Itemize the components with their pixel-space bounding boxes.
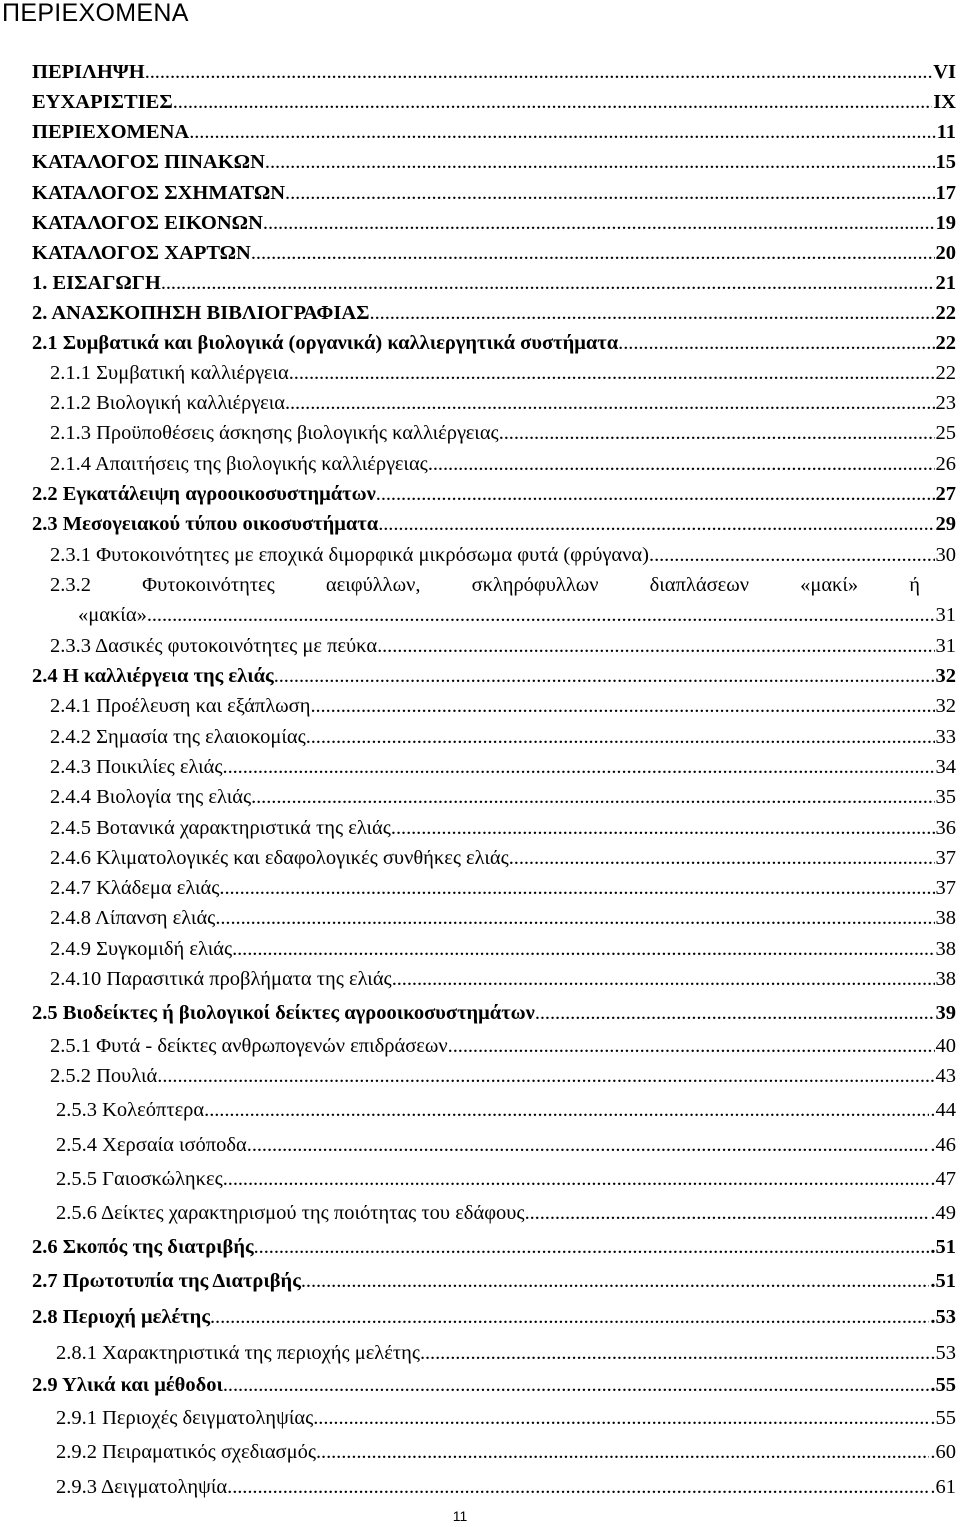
toc-entry-page: .47 [930, 1168, 956, 1190]
toc-entry-title: 2.4.7 Κλάδεμα ελιάς [50, 877, 220, 899]
toc-entry[interactable] [32, 181, 956, 205]
toc-entry-title: 2.1.2 Βιολογική καλλιέργεια [50, 392, 285, 414]
toc-entry-title: 2.1.1 Συμβατική καλλιέργεια [50, 362, 289, 384]
toc-entry[interactable] [50, 876, 956, 900]
toc-entry[interactable] [32, 1373, 956, 1397]
toc-entry[interactable] [50, 361, 956, 385]
toc-dot-leader [285, 391, 935, 415]
toc-entry-page: 38 [935, 907, 956, 929]
toc-entry-page: .53 [930, 1342, 956, 1364]
toc-entry[interactable] [32, 60, 956, 84]
toc-entry-title: 2.9 Υλικά και μέθοδοι [32, 1374, 223, 1396]
toc-entry-page: .44 [930, 1099, 956, 1121]
toc-entry-page: 35 [935, 786, 956, 808]
toc-entry[interactable] [50, 1034, 956, 1058]
toc-entry[interactable] [56, 1475, 956, 1499]
toc-entry-page: 25 [935, 422, 956, 444]
toc-entry-page: 40 [935, 1035, 956, 1057]
toc-dot-leader [247, 1133, 930, 1157]
toc-entry-title: ΠΕΡΙΛΗΨΗ [32, 61, 145, 83]
toc-entry-page: .55 [930, 1374, 956, 1396]
toc-entry[interactable] [50, 755, 956, 779]
toc-entry[interactable] [32, 211, 956, 235]
toc-dot-leader [204, 1098, 929, 1122]
toc-dot-leader [618, 331, 934, 355]
toc-entry-title: 2.5.3 Κολεόπτερα [56, 1099, 205, 1121]
toc-entry-title: 2.3.1 Φυτοκοινότητες με εποχικά διμορφικά μικρόσωμα φυτά (φρύγανα) [50, 544, 650, 566]
toc-entry-title: 2.4.1 Προέλευση και εξάπλωση [50, 695, 311, 717]
toc-dot-leader [525, 1201, 930, 1225]
toc-dot-leader [223, 1167, 930, 1191]
toc-entry-title: 2.4.5 Βοτανικά χαρακτηριστικά της ελιάς [50, 817, 391, 839]
toc-entry[interactable] [50, 906, 956, 930]
toc-dot-leader [145, 60, 933, 84]
toc-entry-word: διαπλάσεων [649, 574, 749, 596]
toc-entry-word: Φυτοκοινότητες [142, 574, 275, 596]
toc-entry-word: σκληρόφυλλων [471, 574, 599, 596]
toc-entry-title: 2.1.3 Προϋποθέσεις άσκησης βιολογικής καλλιέργειας [50, 422, 499, 444]
toc-entry-title: 2.8 Περιοχή μελέτης [32, 1306, 210, 1328]
toc-entry-page: 17 [935, 182, 956, 204]
toc-entry-title: 2.7 Πρωτοτυπία της Διατριβής [32, 1270, 301, 1292]
toc-dot-leader [316, 1440, 929, 1464]
toc-entry-title: 2.5.2 Πουλιά [50, 1065, 158, 1087]
toc-dot-leader [232, 937, 934, 961]
toc-entry-title: 2.2 Εγκατάλειψη αγροοικοσυστημάτων [32, 483, 376, 505]
toc-dot-leader [376, 482, 935, 506]
toc-entry-page: 38 [935, 968, 956, 990]
toc-entry[interactable] [50, 694, 956, 718]
toc-entry-page: 22 [935, 302, 956, 324]
toc-entry[interactable] [78, 603, 956, 627]
toc-entry-title: 2.4.3 Ποικιλίες ελιάς [50, 756, 223, 778]
toc-entry-title: 2.1 Συμβατικά και βιολογικά (οργανικά) καλλιεργητικά συστήματα [32, 332, 619, 354]
toc-entry-page: 15 [935, 151, 956, 173]
toc-entry[interactable] [32, 512, 956, 536]
toc-entry[interactable] [32, 150, 956, 174]
toc-entry-page: 26 [935, 453, 956, 475]
toc-dot-leader [499, 421, 935, 445]
toc-entry-page: 11 [936, 121, 956, 143]
toc-dot-leader [210, 1305, 929, 1329]
toc-entry[interactable] [50, 634, 956, 658]
toc-entry-title: 2.5.4 Χερσαία ισόποδα [56, 1134, 247, 1156]
toc-entry-page: 33 [935, 726, 956, 748]
toc-entry-page: 29 [935, 513, 956, 535]
toc-dot-leader [310, 694, 934, 718]
toc-entry[interactable] [56, 1406, 956, 1430]
toc-entry-page: 21 [935, 272, 956, 294]
toc-dot-leader [392, 967, 935, 991]
toc-entry[interactable] [50, 421, 956, 445]
toc-entry[interactable] [56, 1201, 956, 1225]
toc-entry-word: αειφύλλων, [325, 574, 421, 596]
toc-entry[interactable] [32, 271, 956, 295]
toc-entry-title: 2.5.1 Φυτά - δείκτες ανθρωπογενών επιδράσεων [50, 1035, 448, 1057]
toc-entry-page: 36 [935, 817, 956, 839]
toc-dot-leader [227, 1475, 929, 1499]
toc-entry[interactable] [50, 937, 956, 961]
toc-entry-page: 38 [935, 938, 956, 960]
toc-entry-title: 2. ΑΝΑΣΚΟΠΗΣΗ ΒΙΒΛΙΟΓΡΑΦΙΑΣ [32, 302, 370, 324]
toc-entry-page: 20 [935, 242, 956, 264]
toc-entry-title: «μακία» [78, 604, 147, 626]
toc-entry-word: «μακί» [800, 574, 859, 596]
toc-entry-page: 39 [935, 1002, 956, 1024]
toc-entry-page: 31 [935, 604, 956, 626]
toc-dot-leader [306, 725, 935, 749]
toc-entry-title: 2.9.2 Πειραματικός σχεδιασμός [56, 1441, 316, 1463]
toc-entry[interactable] [32, 482, 956, 506]
toc-dot-leader [263, 211, 935, 235]
toc-dot-leader [254, 1235, 930, 1259]
toc-dot-leader [370, 301, 935, 325]
toc-entry[interactable] [32, 120, 956, 144]
toc-entry-title: ΠΕΡΙΕΧΟΜΕΝΑ [32, 121, 190, 143]
toc-entry[interactable] [32, 1305, 956, 1329]
toc-entry-title: 2.5 Βιοδείκτες ή βιολογικοί δείκτες αγροοικοσυστημάτων [32, 1002, 535, 1024]
toc-entry-page: IX [933, 91, 956, 113]
toc-entry[interactable] [32, 1235, 956, 1259]
toc-entry-title: ΕΥΧΑΡΙΣΤΙΕΣ [32, 91, 173, 113]
toc-dot-leader [289, 361, 935, 385]
toc-entry-word: 2.3.2 [50, 574, 91, 596]
toc-entry-title: 2.9.1 Περιοχές δειγματοληψίας [56, 1407, 314, 1429]
page-title: ΠΕΡΙΕΧΟΜΕΝΑ [2, 0, 189, 27]
toc-dot-leader [274, 664, 935, 688]
toc-entry-page: 37 [935, 847, 956, 869]
toc-entry-title: 2.8.1 Χαρακτηριστικά της περιοχής μελέτης [56, 1342, 420, 1364]
toc-entry-title: 2.4.6 Κλιματολογικές και εδαφολογικές συνθήκες ελιάς [50, 847, 509, 869]
toc-entry-title: ΚΑΤΑΛΟΓΟΣ ΠΙΝΑΚΩΝ [32, 151, 265, 173]
toc-dot-leader [535, 1001, 935, 1025]
toc-dot-leader [189, 120, 935, 144]
toc-entry[interactable] [50, 846, 956, 870]
toc-dot-leader [301, 1269, 930, 1293]
toc-entry[interactable] [32, 301, 956, 325]
toc-entry-page: VI [933, 61, 956, 83]
toc-entry-page: 43 [935, 1065, 956, 1087]
toc-entry[interactable] [50, 391, 956, 415]
toc-entry-title: 2.3 Μεσογειακού τύπου οικοσυστήματα [32, 513, 379, 535]
toc-entry-page: .49 [930, 1202, 956, 1224]
toc-entry[interactable] [50, 725, 956, 749]
toc-entry-page: 19 [935, 212, 956, 234]
toc-dot-leader [215, 906, 934, 930]
toc-entry-title: 2.4.2 Σημασία της ελαιοκομίας [50, 726, 306, 748]
toc-entry-page: .51 [930, 1236, 956, 1258]
toc-entry-page: .61 [930, 1476, 956, 1498]
toc-entry[interactable] [50, 816, 956, 840]
toc-entry-page: 32 [935, 695, 956, 717]
toc-dot-leader [378, 512, 934, 536]
toc-dot-leader [223, 755, 935, 779]
toc-entry-title: ΚΑΤΑΛΟΓΟΣ ΣΧΗΜΑΤΩΝ [32, 182, 286, 204]
toc-entry-page: .55 [930, 1407, 956, 1429]
toc-entry-page: 32 [935, 665, 956, 687]
toc-entry-title: 2.4.8 Λίπανση ελιάς [50, 907, 216, 929]
toc-dot-leader [649, 543, 934, 567]
toc-dot-leader [251, 785, 934, 809]
toc-entry-page: 22 [935, 362, 956, 384]
toc-dot-leader [509, 846, 935, 870]
toc-entry-title: ΚΑΤΑΛΟΓΟΣ ΧΑΡΤΩΝ [32, 242, 251, 264]
toc-entry[interactable] [32, 1269, 956, 1293]
toc-entry-title: 2.1.4 Απαιτήσεις της βιολογικής καλλιέργειας [50, 453, 428, 475]
toc-entry[interactable] [32, 331, 956, 355]
toc-entry-page: 22 [935, 332, 956, 354]
toc-entry[interactable] [32, 241, 956, 265]
page-number: 11 [452, 1508, 468, 1524]
toc-entry[interactable] [32, 664, 956, 688]
toc-entry[interactable] [50, 1064, 956, 1088]
toc-entry[interactable] [32, 1001, 956, 1025]
toc-entry-page: .60 [930, 1441, 956, 1463]
toc-dot-leader [420, 1341, 929, 1365]
toc-entry[interactable] [56, 1167, 956, 1191]
toc-entry-page: 30 [935, 544, 956, 566]
toc-entry-title: 2.3.3 Δασικές φυτοκοινότητες με πεύκα [50, 635, 378, 657]
toc-entry-title: 2.5.6 Δείκτες χαρακτηρισμού της ποιότητας του εδάφους [56, 1202, 525, 1224]
toc-entry-title: 2.4 Η καλλιέργεια της ελιάς [32, 665, 274, 687]
toc-entry[interactable] [32, 90, 956, 114]
toc-entry-page: .53 [930, 1306, 956, 1328]
toc-entry-page: 34 [935, 756, 956, 778]
toc-entry-page: 27 [935, 483, 956, 505]
toc-entry-page: .46 [930, 1134, 956, 1156]
toc-entry[interactable] [50, 543, 956, 567]
toc-entry-title: 1. ΕΙΣΑΓΩΓΗ [32, 272, 161, 294]
toc-dot-leader [285, 181, 934, 205]
toc-entry[interactable] [56, 1440, 956, 1464]
toc-entry-title: 2.4.4 Βιολογία της ελιάς [50, 786, 252, 808]
toc-entry-page: .51 [930, 1270, 956, 1292]
toc-dot-leader [313, 1406, 929, 1430]
toc-entry[interactable] [50, 785, 956, 809]
toc-dot-leader [251, 241, 935, 265]
toc-dot-leader [147, 603, 935, 627]
toc-dot-leader [448, 1034, 935, 1058]
toc-entry-page: 37 [935, 877, 956, 899]
toc-entry-title: ΚΑΤΑΛΟΓΟΣ ΕΙΚΟΝΩΝ [32, 212, 263, 234]
toc-entry-title: 2.9.3 Δειγματοληψία [56, 1476, 228, 1498]
toc-entry-title: 2.6 Σκοπός της διατριβής [32, 1236, 254, 1258]
toc-entry-title: 2.4.9 Συγκομιδή ελιάς [50, 938, 233, 960]
toc-dot-leader [391, 816, 935, 840]
toc-entry[interactable] [56, 1098, 956, 1122]
toc-dot-leader [173, 90, 932, 114]
toc-dot-leader [161, 271, 935, 295]
toc-entry-page: 31 [935, 635, 956, 657]
toc-entry-wrapped-line [50, 573, 920, 597]
toc-dot-leader [428, 452, 935, 476]
toc-dot-leader [377, 634, 934, 658]
toc-entry-title: 2.4.10 Παρασιτικά προβλήματα της ελιάς [50, 968, 392, 990]
toc-entry-word: ή [909, 574, 920, 596]
toc-dot-leader [219, 876, 934, 900]
toc-entry[interactable] [50, 452, 956, 476]
toc-entry[interactable] [50, 967, 956, 991]
toc-dot-leader [265, 150, 935, 174]
toc-entry-page: 23 [935, 392, 956, 414]
toc-dot-leader [223, 1373, 930, 1397]
toc-dot-leader [157, 1064, 934, 1088]
toc-entry[interactable] [56, 1133, 956, 1157]
toc-entry[interactable] [56, 1341, 956, 1365]
toc-entry-title: 2.5.5 Γαιοσκώληκες [56, 1168, 223, 1190]
